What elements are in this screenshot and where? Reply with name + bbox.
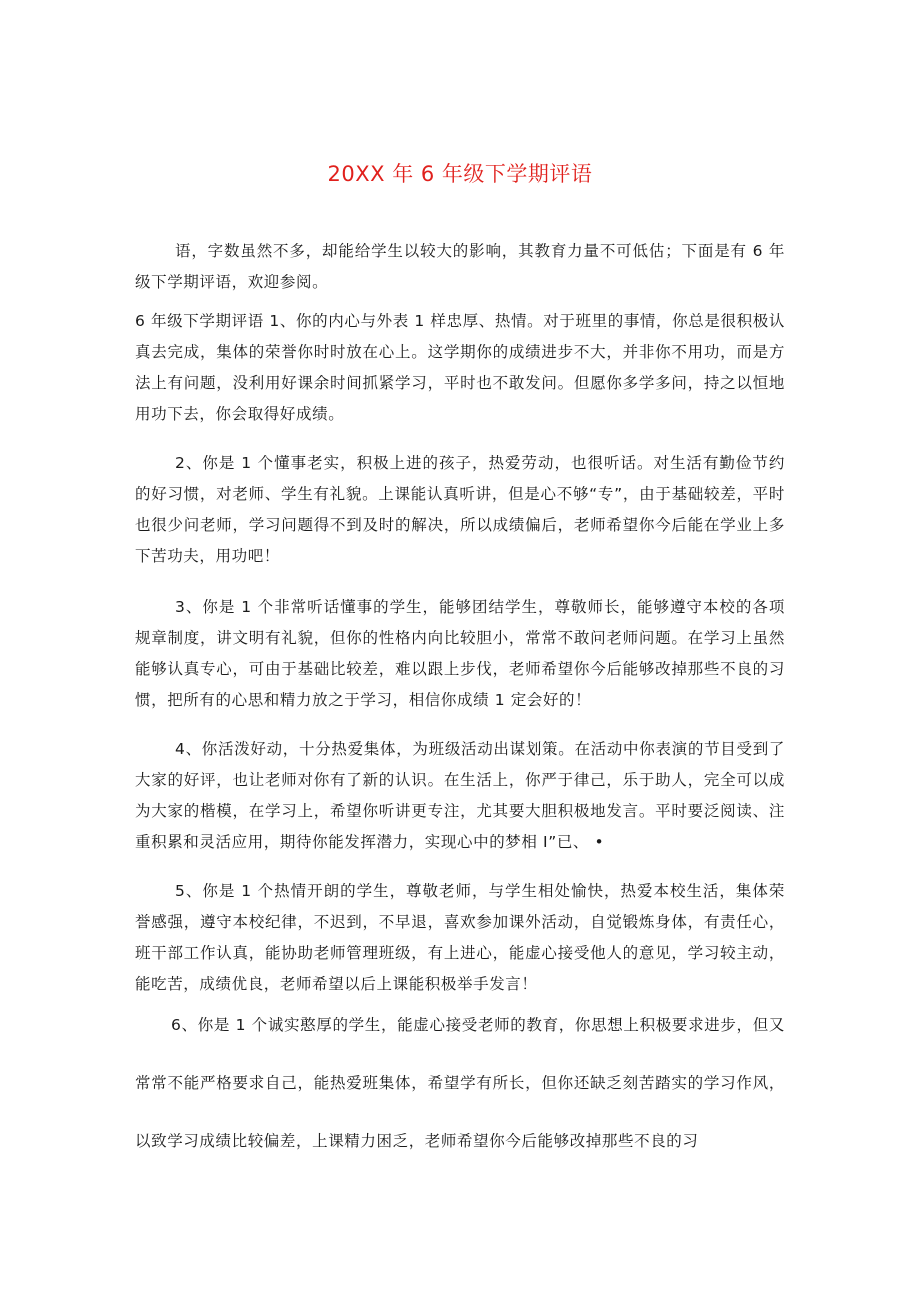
comment-paragraph-1: 6 年级下学期评语 1、你的内心与外表 1 样忠厚、热情。对于班里的事情，你总是很积极认真去完成，集体的荣誉你时时放在心上。这学期你的成绩进步不大，并非你不用功，而是方法上有问题，没利用好课余时间抓紧学习，平时也不敢发问。但愿你多学多问，持之以恒地用功下去，你会取得好成绩。	[135, 312, 785, 423]
comment-paragraph-2: 2、你是 1 个懂事老实，积极上进的孩子，热爱劳动，也很听话。对生活有勤俭节约的好习惯，对老师、学生有礼貌。上课能认真听讲，但是心不够“专”，由于基础较差，平时也很少问老师，学习问题得不到及时的解决，所以成绩偏后，老师希望你今后能在学业上多下苦功夫，用功吧！	[135, 454, 785, 565]
intro-paragraph: 语，字数虽然不多，却能给学生以较大的影响，其教育力量不可低估；下面是有 6 年级下学期评语，欢迎参阅。	[135, 242, 785, 291]
comment-paragraph-6: 6、你是 1 个诚实憨厚的学生，能虚心接受老师的教育，你思想上积极要求进步，但又常常不能严格要求自己，能热爱班集体，希望学有所长，但你还缺乏刻苦踏实的学习作风，以致学习成绩比较偏差，上课精力困乏，老师希望你今后能够改掉那些不良的习	[135, 1016, 785, 1150]
document-title: 20XX 年 6 年级下学期评语	[327, 162, 593, 186]
comment-paragraph-5: 5、你是 1 个热情开朗的学生，尊敬老师，与学生相处愉快，热爱本校生活，集体荣誉感强，遵守本校纪律，不迟到，不早退，喜欢参加课外活动，自觉锻炼身体，有责任心，班干部工作认真，能协助老师管理班级，有上进心，能虚心接受他人的意见，学习较主动，能吃苦，成绩优良，老师希望以后上课能积极举手发言！	[135, 882, 785, 993]
comment-paragraph-4: 4、你活泼好动，十分热爱集体，为班级活动出谋划策。在活动中你表演的节目受到了大家的好评，也让老师对你有了新的认识。在生活上，你严于律己，乐于助人，完全可以成为大家的楷模，在学习上，希望你听讲更专注，尤其要大胆积极地发言。平时要泛阅读、注重积累和灵活应用，期待你能发挥潜力，实现心中的梦相 I”已、 •	[135, 740, 785, 851]
comment-paragraph-3: 3、你是 1 个非常听话懂事的学生，能够团结学生，尊敬师长，能够遵守本校的各项规章制度，讲文明有礼貌，但你的性格内向比较胆小，常常不敢问老师问题。在学习上虽然能够认真专心，可由于基础比较差，难以跟上步伐，老师希望你今后能够改掉那些不良的习惯，把所有的心思和精力放之于学习，相信你成绩 1 定会好的！	[135, 598, 785, 709]
